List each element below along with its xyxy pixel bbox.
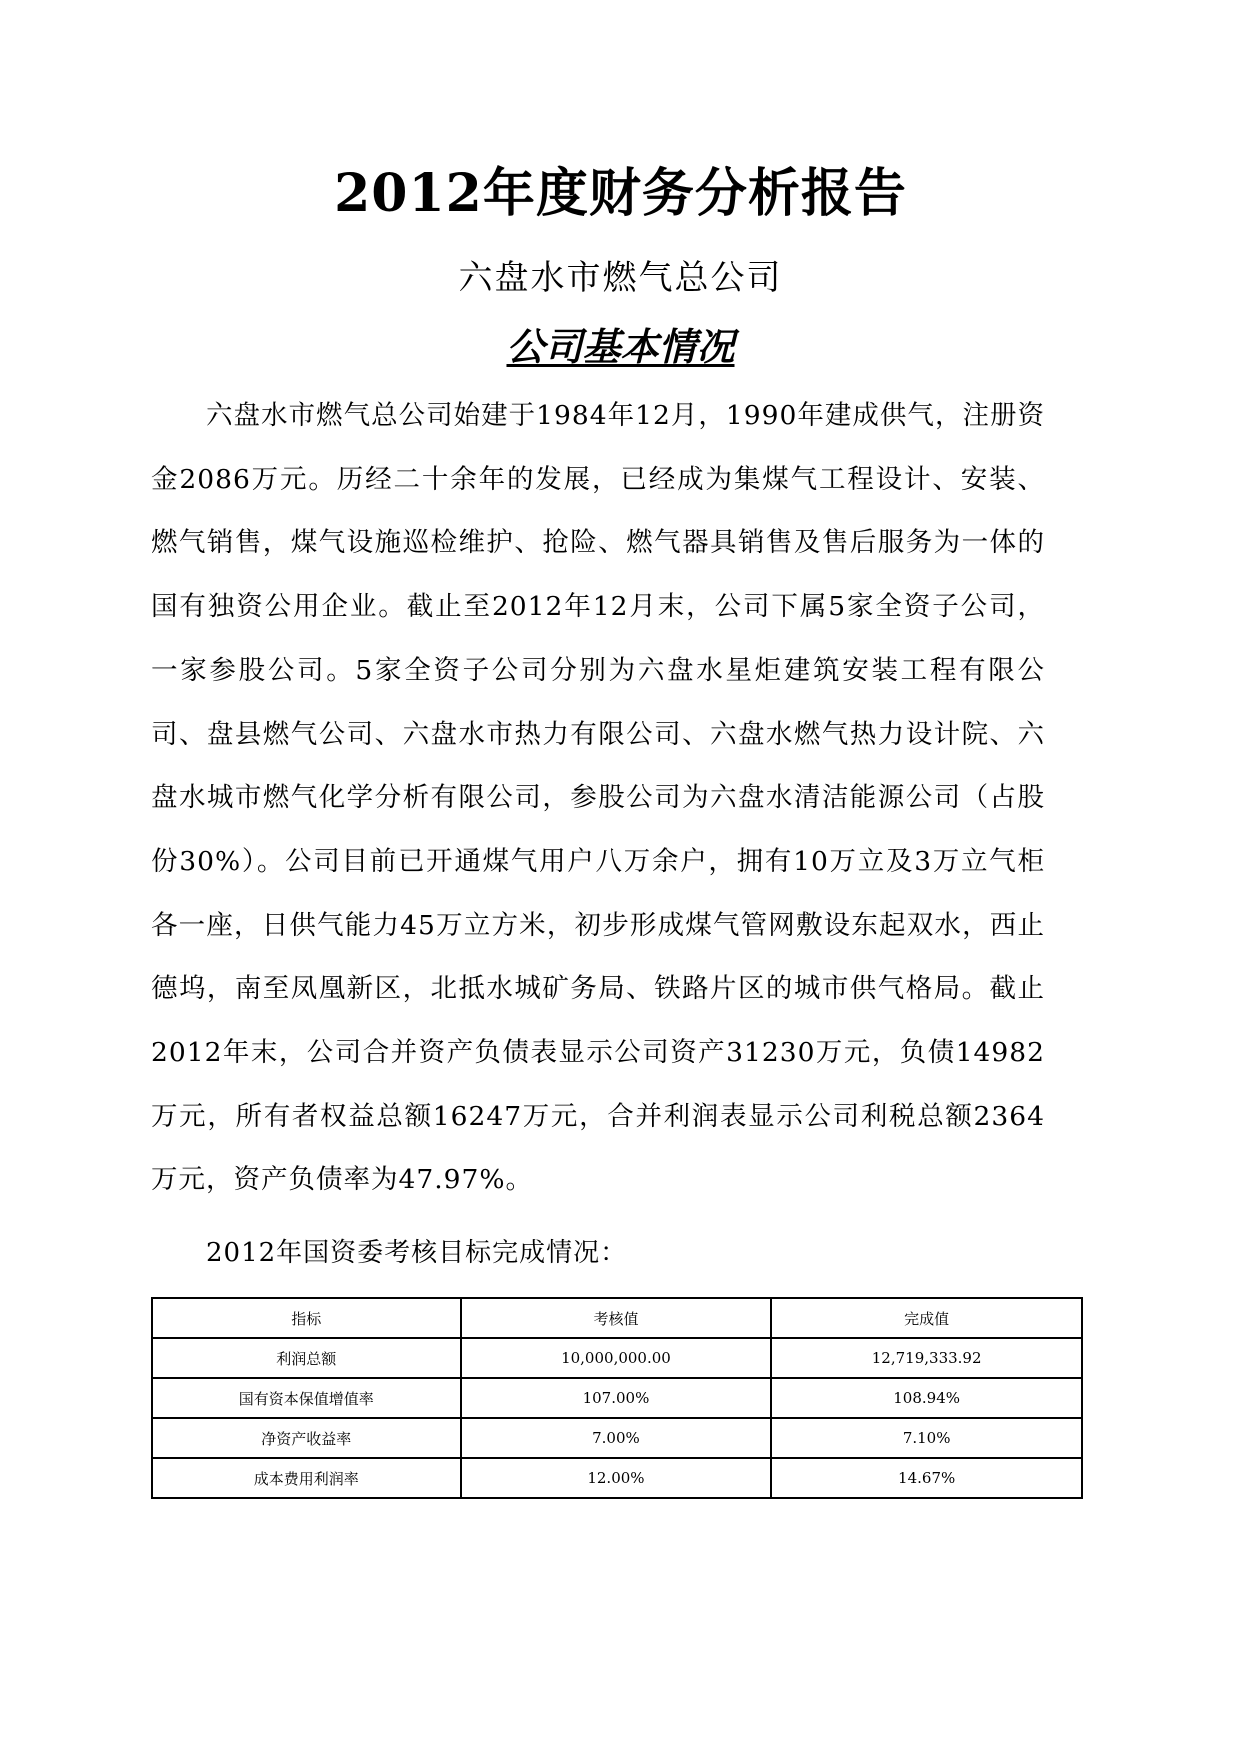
header-target-value: 考核值	[461, 1298, 772, 1338]
assessment-target-table	[151, 1297, 1083, 1499]
company-name: 六盘水市燃气总公司	[458, 258, 783, 298]
header-actual-value: 完成值	[771, 1298, 1082, 1338]
target-value-cell: 10,000,000.00	[461, 1338, 772, 1378]
table-row	[152, 1418, 1082, 1458]
actual-value-cell: 12,719,333.92	[771, 1338, 1082, 1378]
target-value-cell: 7.00%	[461, 1418, 772, 1458]
section-heading: 公司基本情况	[506, 324, 735, 369]
indicator-cell: 国有资本保值增值率	[152, 1378, 461, 1418]
table-caption: 2012年国资委考核目标完成情况：	[206, 1238, 628, 1268]
indicator-cell: 净资产收益率	[152, 1418, 461, 1458]
page-title: 2012年度财务分析报告	[334, 163, 907, 224]
table-row	[152, 1458, 1082, 1498]
table-row	[152, 1378, 1082, 1418]
actual-value-cell: 7.10%	[771, 1418, 1082, 1458]
header-indicator: 指标	[152, 1298, 461, 1338]
table-header-row	[152, 1298, 1082, 1338]
actual-value-cell: 14.67%	[771, 1458, 1082, 1498]
target-value-cell: 12.00%	[461, 1458, 772, 1498]
indicator-cell: 利润总额	[152, 1338, 461, 1378]
table-row	[152, 1338, 1082, 1378]
indicator-cell: 成本费用利润率	[152, 1458, 461, 1498]
actual-value-cell: 108.94%	[771, 1378, 1082, 1418]
target-value-cell: 107.00%	[461, 1378, 772, 1418]
intro-paragraph: 六盘水市燃气总公司始建于1984年12月，1990年建成供气，注册资金2086万元。历经二十余年的发展，已经成为集煤气工程设计、安装、燃气销售，煤气设施巡检维护、抢险、燃气器具销售及售后服务为一体的国有独资公用企业。截止至2012年12月末，公司下属5家全资子公司，一家参股公司。5家全资子公司分别为六盘水星炬建筑安装工程有限公司、盘县燃气公司、六盘水市热力有限公司、六盘水燃气热力设计院、六盘水城市燃气化学分析有限公司，参股公司为六盘水清洁能源公司（占股份30%）。公司目前已开通煤气用户八万余户，拥有10万立及3万立气柜各一座，日供气能力45万立方米，初步形成煤气管网敷设东起双水，西止德坞，南至凤凰新区，北抵水城矿务局、铁路片区的城市供气格局。截止2012年末，公司合并资产负债表显示公司资产31230万元，负债14982万元，所有者权益总额16247万元，合并利润表显示公司利税总额2364万元，资产负债率为47.97%。	[151, 400, 1045, 1196]
